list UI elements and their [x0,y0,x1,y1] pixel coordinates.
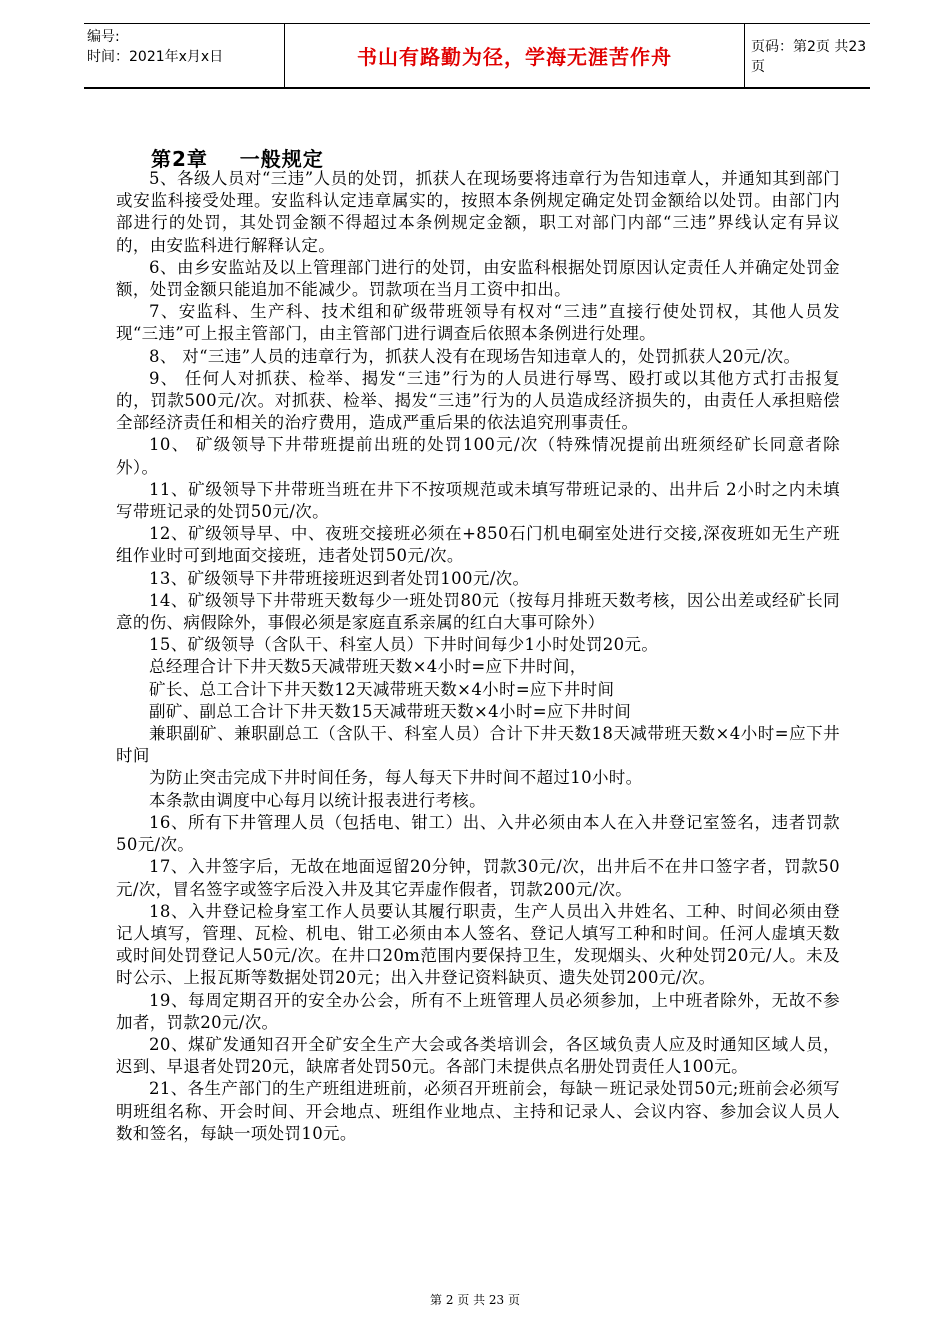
paragraph: 兼职副矿、兼职副总工（含队干、科室人员）合计下井天数18天减带班天数×4小时=应下井时间 [116,724,840,766]
paragraph: 21、各生产部门的生产班组进班前，必须召开班前会，每缺－班记录处罚50元;班前会必须写明班组名称、开会时间、开会地点、班组作业地点、主持和记录人、会议内容、参加会议人员人数和签名，每缺一项处罚10元。 [116,1079,840,1143]
paragraph: 14、矿级领导下井带班天数每少一班处罚80元（按每月排班天数考核，因公出差或经矿长同意的伤、病假除外，事假必须是家庭直系亲属的红白大事可除外） [116,590,840,633]
paragraph: 17、入井签字后，无故在地面逗留20分钟，罚款30元/次，出井后不在井口签字者，罚款50元/次，冒名签字或签字后没入井及其它弄虚作假者，罚款200元/次。 [116,857,840,899]
paragraph: 7、安监科、生产科、技术组和矿级带班领导有权对“三违”直接行使处罚权，其他人员发现“三违”可上报主管部门，由主管部门进行调查后依照本条例进行处理。 [116,302,840,344]
paragraph: 11、矿级领导下井带班当班在井下不按项规范或未填写带班记录的、出井后 2小时之内未填写带班记录的处罚50元/次。 [116,479,840,522]
paragraph: 10、 矿级领导下井带班提前出班的处罚100元/次（特殊情况提前出班须经矿长同意者除外）。 [116,435,840,477]
document-number-label: 编号: [87,29,120,45]
page-footer: 第 2 页 共 23 页 [430,1293,520,1307]
header-motto: 书山有路勤为径，学海无涯苦作舟 [357,45,672,69]
paragraph: 矿长、总工合计下井天数12天减带班天数×4小时=应下井时间 [149,679,615,699]
header-meta [87,27,282,85]
paragraph: 总经理合计下井天数5天减带班天数×4小时=应下井时间， [149,657,587,677]
paragraph: 16、所有下井管理人员（包括电、钳工）出、入井必须由本人在入井登记室签名，违者罚款50元/次。 [116,812,840,855]
header-page-label: 页码：第2页 共23页 [751,38,867,75]
chapter-title: 第2章 一般规定 [151,147,324,171]
paragraph: 5、各级人员对“三违”人员的处罚，抓获人在现场要将违章行为告知违章人，并通知其到部门或安监科接受处理。安监科认定违章属实的，按照本条例规定确定处罚金额给以处罚。由部门内部进行的处罚，其处罚金额不得超过本条例规定金额，职工对部门内部“三违”界线认定有异议的，由安监科进行解释认定。 [116,169,840,255]
document-time-label: 时间：2021年x月x日 [87,49,224,65]
paragraph: 9、 任何人对抓获、检举、揭发“三违”行为的人员进行辱骂、殴打或以其他方式打击报复的，罚款500元/次。对抓获、检举、揭发“三违”行为的人员造成经济损失的，由责任人承担赔偿全部经济责任和相关的治疗费用，造成严重后果的依法追究刑事责任。 [116,368,840,433]
document-body [116,168,840,1145]
paragraph: 20、煤矿发通知召开全矿安全生产大会或各类培训会，各区域负责人应及时通知区域人员，迟到、早退者处罚20元，缺席者处罚50元。各部门未提供点名册处罚责任人100元。 [116,1034,840,1077]
paragraph: 副矿、副总工合计下井天数15天减带班天数×4小时=应下井时间 [149,701,632,721]
paragraph: 15、矿级领导（含队干、科室人员）下井时间每少1小时处罚20元。 [149,635,659,655]
paragraph: 本条款由调度中心每月以统计报表进行考核。 [149,790,486,810]
paragraph: 为防止突击完成下井时间任务，每人每天下井时间不超过10小时。 [149,768,643,788]
document-header [84,23,870,89]
paragraph: 6、由乡安监站及以上管理部门进行的处罚，由安监科根据处罚原因认定责任人并确定处罚金额，处罚金额只能追加不能减少。罚款项在当月工资中扣出。 [116,257,840,300]
paragraph: 18、入井登记检身室工作人员要认其履行职责，生产人员出入井姓名、工种、时间必须由登记人填写，管理、瓦检、机电、钳工必须由本人签名、登记人填写工种和时间。任河人虚填天数或时间处罚登记人50元/次。在井口20m范围内要保持卫生，发现烟头、火种处罚20元/人。未及时公示、上报瓦斯等数据处罚20元；出入井登记资料缺页、遗失处罚200元/次。 [116,901,840,988]
paragraph: 13、矿级领导下井带班接班迟到者处罚100元/次。 [149,568,530,588]
paragraph: 19、每周定期召开的安全办公会，所有不上班管理人员必须参加，上中班者除外，无故不参加者，罚款20元/次。 [116,990,840,1032]
paragraph: 8、 对“三违”人员的违章行为，抓获人没有在现场告知违章人的，处罚抓获人20元/次。 [149,346,801,366]
paragraph: 12、矿级领导早、中、夜班交接班必须在+850石门机电硐室处进行交接,深夜班如无生产班组作业时可到地面交接班，违者处罚50元/次。 [116,524,840,566]
